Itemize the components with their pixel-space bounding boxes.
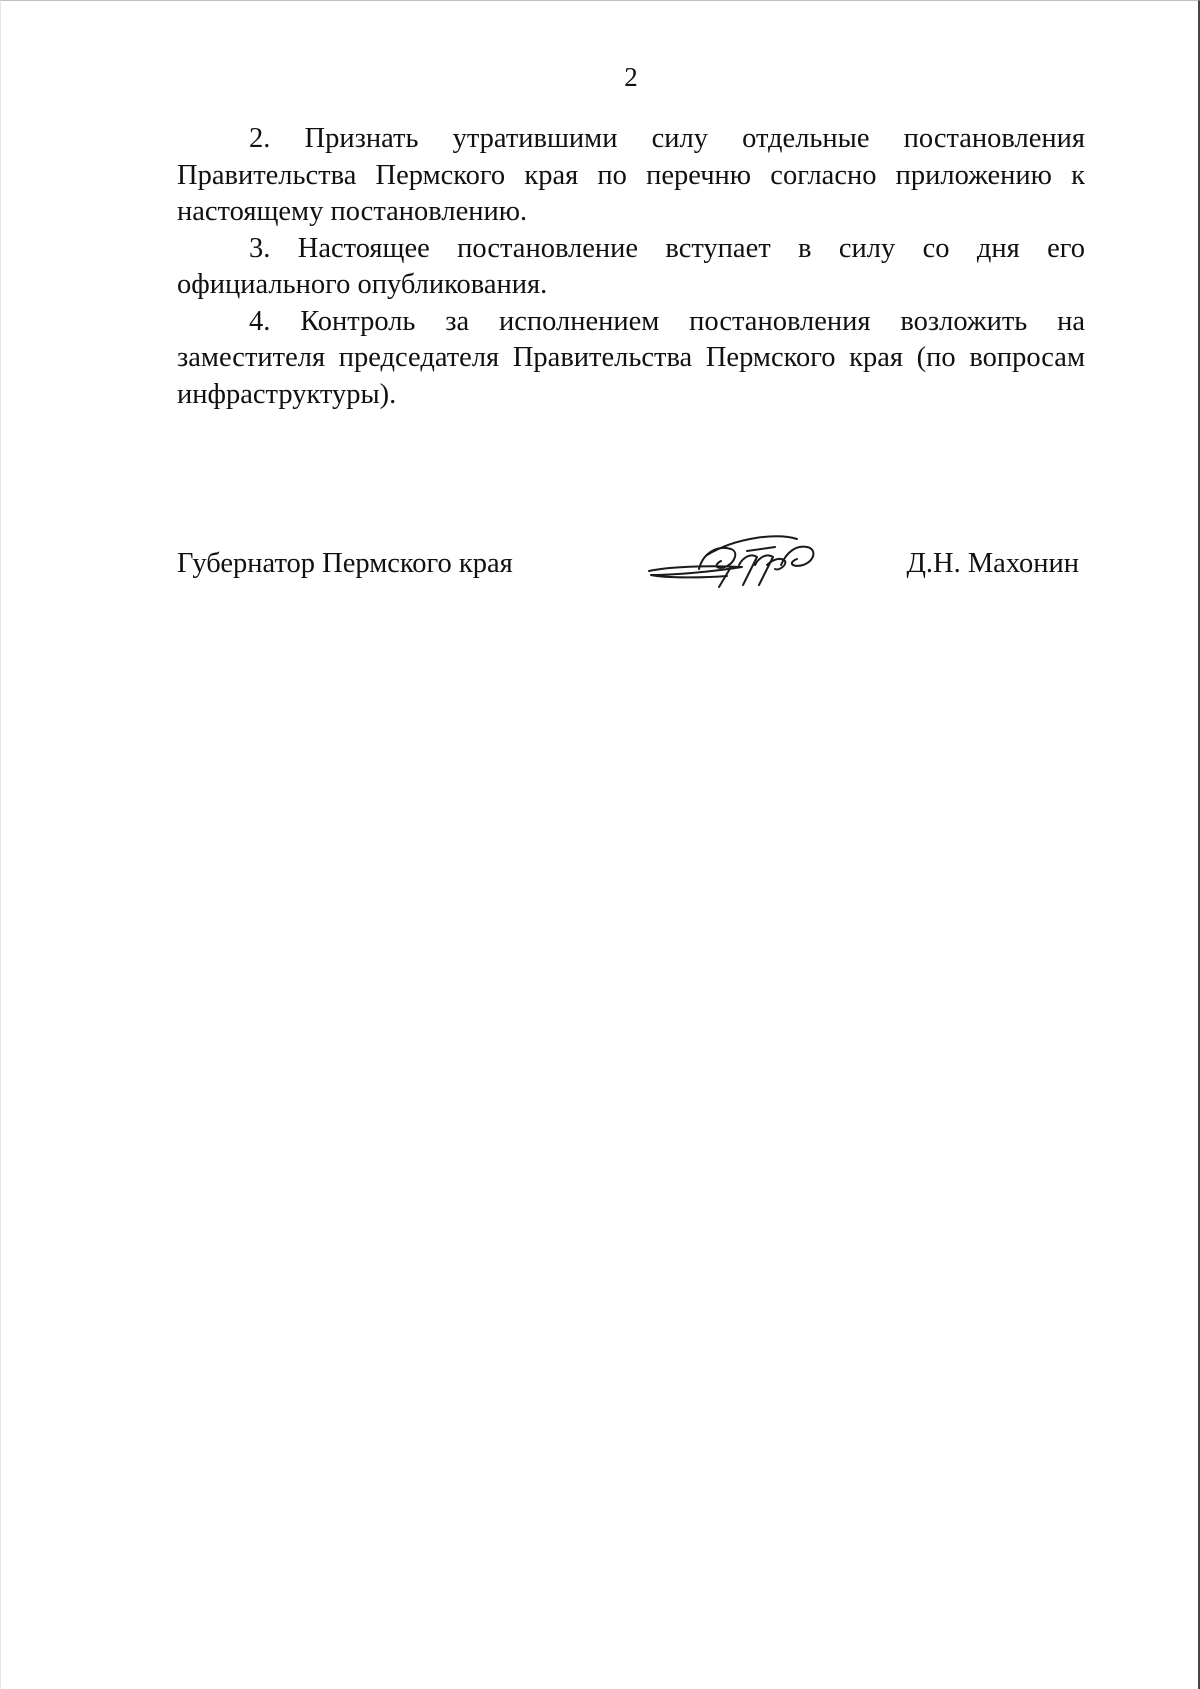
- paragraph-4: 4. Контроль за исполнением постановления возложить на заместителя председателя Правительства Пермского края (по вопросам инфраструктуры).: [177, 305, 1085, 410]
- paragraph-2: 2. Признать утратившими силу отдельные постановления Правительства Пермского края по перечню согласно приложению к настоящему постановлению.: [177, 123, 1085, 227]
- signatory-name: Д.Н. Махонин: [906, 548, 1079, 579]
- page-number: 2: [624, 62, 638, 92]
- paragraph-3: 3. Настоящее постановление вступает в силу со дня его официального опубликования.: [177, 232, 1085, 300]
- handwritten-signature: [647, 531, 827, 601]
- signature-block: [177, 531, 1079, 601]
- document-body: [177, 121, 1085, 413]
- signatory-title: Губернатор Пермского края: [177, 548, 513, 579]
